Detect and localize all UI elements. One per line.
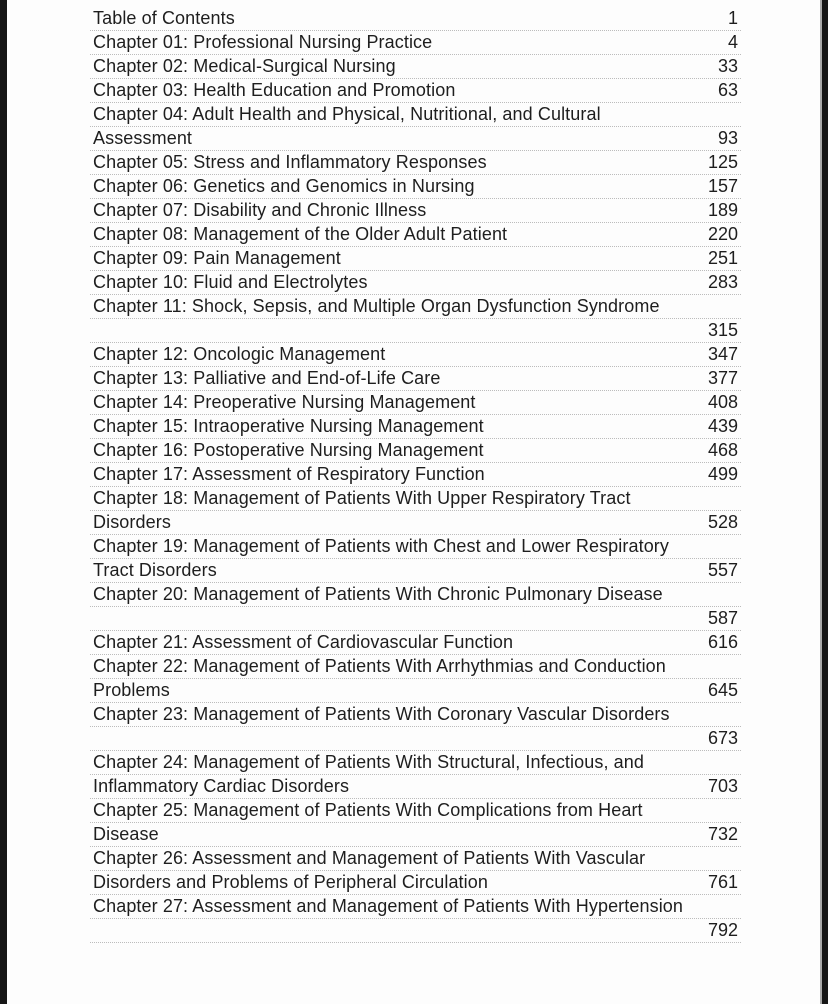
toc-entry-title: Disease (93, 824, 159, 844)
toc-entry-title: Tract Disorders (93, 560, 217, 580)
toc-line (90, 271, 741, 295)
toc-page-number: 189 (707, 200, 738, 220)
toc-page-number: 468 (707, 440, 738, 460)
toc-page-number: 732 (707, 824, 738, 844)
toc-entry (90, 199, 741, 223)
toc-line (90, 103, 741, 127)
toc-line (90, 847, 741, 871)
toc-entry-title: Chapter 16: Postoperative Nursing Management (93, 440, 484, 460)
toc-entry-title: Chapter 15: Intraoperative Nursing Management (93, 416, 484, 436)
toc-page-number: 703 (707, 776, 738, 796)
toc-entry (90, 367, 741, 391)
toc-entry (90, 751, 741, 799)
toc-entry-title: Chapter 03: Health Education and Promotion (93, 80, 456, 100)
toc-line (90, 871, 741, 895)
toc-line (90, 31, 741, 55)
toc-line (90, 175, 741, 199)
toc-entry (90, 895, 741, 943)
toc-entry-title: Chapter 11: Shock, Sepsis, and Multiple Organ Dysfunction Syndrome (93, 296, 660, 316)
toc-line (90, 247, 741, 271)
toc-line (90, 55, 741, 79)
toc-entry (90, 343, 741, 367)
toc-line (90, 463, 741, 487)
toc-line (90, 7, 741, 31)
toc-line (90, 583, 741, 607)
toc-page-number: 125 (707, 152, 738, 172)
toc-entry-title: Chapter 22: Management of Patients With Arrhythmias and Conduction (93, 656, 666, 676)
toc-entry (90, 415, 741, 439)
toc-entry-title: Chapter 08: Management of the Older Adult Patient (93, 224, 508, 244)
toc-page-number: 761 (707, 872, 738, 892)
toc-line (90, 127, 741, 151)
toc-entry (90, 295, 741, 343)
toc-line (90, 439, 741, 463)
toc-entry-title: Assessment (93, 128, 193, 148)
toc-line (90, 895, 741, 919)
toc-page-number: 616 (707, 632, 738, 652)
toc-line (90, 823, 741, 847)
toc-line (90, 655, 741, 679)
toc-line (90, 343, 741, 367)
toc-page-number: 63 (717, 80, 738, 100)
toc-line (90, 799, 741, 823)
table-of-contents (90, 7, 741, 943)
toc-page-number: 33 (717, 56, 738, 76)
toc-line (90, 391, 741, 415)
toc-line (90, 727, 741, 751)
toc-line (90, 535, 741, 559)
right-black-bar (822, 0, 828, 1004)
toc-entry (90, 583, 741, 631)
toc-page-number: 347 (707, 344, 738, 364)
toc-entry-title: Chapter 02: Medical-Surgical Nursing (93, 56, 396, 76)
toc-line (90, 679, 741, 703)
toc-line (90, 415, 741, 439)
toc-line (90, 223, 741, 247)
toc-page-number: 4 (727, 32, 738, 52)
toc-entry-title: Chapter 17: Assessment of Respiratory Function (93, 464, 485, 484)
toc-line (90, 319, 741, 343)
toc-page-number: 93 (717, 128, 738, 148)
toc-page-number: 645 (707, 680, 738, 700)
toc-page-number: 587 (707, 608, 738, 628)
toc-entry-title: Disorders and Problems of Peripheral Circulation (93, 872, 488, 892)
toc-line (90, 631, 741, 655)
toc-line (90, 79, 741, 103)
toc-entry (90, 247, 741, 271)
toc-entry-title: Problems (93, 680, 170, 700)
toc-entry-title: Chapter 13: Palliative and End-of-Life Care (93, 368, 441, 388)
toc-page-number: 792 (707, 920, 738, 940)
toc-page-number: 408 (707, 392, 738, 412)
toc-line (90, 487, 741, 511)
toc-entry (90, 487, 741, 535)
toc-page-number: 377 (707, 368, 738, 388)
toc-page-number: 1 (727, 8, 738, 28)
toc-entry (90, 439, 741, 463)
toc-line (90, 703, 741, 727)
toc-line (90, 751, 741, 775)
toc-line (90, 295, 741, 319)
toc-line (90, 199, 741, 223)
toc-entry-title: Chapter 27: Assessment and Management of Patients With Hypertension (93, 896, 684, 916)
toc-entry (90, 799, 741, 847)
toc-entry (90, 535, 741, 583)
toc-entry (90, 175, 741, 199)
toc-entry (90, 223, 741, 247)
toc-entry (90, 271, 741, 295)
toc-entry-title: Chapter 06: Genetics and Genomics in Nursing (93, 176, 475, 196)
toc-entry-title: Chapter 21: Assessment of Cardiovascular Function (93, 632, 514, 652)
toc-entry (90, 463, 741, 487)
toc-page-number: 439 (707, 416, 738, 436)
toc-entry-title: Table of Contents (93, 8, 235, 28)
toc-page-number: 315 (707, 320, 738, 340)
toc-entry-title: Chapter 10: Fluid and Electrolytes (93, 272, 368, 292)
toc-line (90, 511, 741, 535)
toc-page-number: 157 (707, 176, 738, 196)
toc-entry-title: Chapter 14: Preoperative Nursing Management (93, 392, 476, 412)
toc-entry-title: Chapter 18: Management of Patients With Upper Respiratory Tract (93, 488, 631, 508)
toc-entry-title: Chapter 20: Management of Patients With Chronic Pulmonary Disease (93, 584, 663, 604)
toc-entry-title: Chapter 07: Disability and Chronic Illness (93, 200, 427, 220)
toc-entry-title: Chapter 26: Assessment and Management of Patients With Vascular (93, 848, 646, 868)
toc-entry-title: Chapter 09: Pain Management (93, 248, 341, 268)
toc-page-number: 283 (707, 272, 738, 292)
toc-entry (90, 703, 741, 751)
toc-line (90, 919, 741, 943)
toc-entry-title: Chapter 25: Management of Patients With Complications from Heart (93, 800, 643, 820)
toc-entry-title: Disorders (93, 512, 171, 532)
toc-entry (90, 79, 741, 103)
toc-entry (90, 655, 741, 703)
toc-page-number: 557 (707, 560, 738, 580)
toc-page-number: 528 (707, 512, 738, 532)
toc-line (90, 607, 741, 631)
toc-page-number: 673 (707, 728, 738, 748)
toc-entry-title: Chapter 04: Adult Health and Physical, Nutritional, and Cultural (93, 104, 601, 124)
toc-entry (90, 7, 741, 31)
toc-entry-title: Inflammatory Cardiac Disorders (93, 776, 350, 796)
toc-line (90, 151, 741, 175)
toc-entry-title: Chapter 05: Stress and Inflammatory Responses (93, 152, 487, 172)
toc-line (90, 559, 741, 583)
toc-entry (90, 103, 741, 151)
toc-entry-title: Chapter 12: Oncologic Management (93, 344, 386, 364)
toc-page-number: 251 (707, 248, 738, 268)
toc-entry-title: Chapter 01: Professional Nursing Practice (93, 32, 433, 52)
toc-entry (90, 631, 741, 655)
toc-page-number: 220 (707, 224, 738, 244)
toc-entry (90, 55, 741, 79)
toc-entry (90, 847, 741, 895)
toc-entry (90, 151, 741, 175)
toc-entry-title: Chapter 23: Management of Patients With Coronary Vascular Disorders (93, 704, 670, 724)
toc-entry-title: Chapter 19: Management of Patients with Chest and Lower Respiratory (93, 536, 670, 556)
document-page (7, 0, 822, 1004)
toc-entry (90, 391, 741, 415)
toc-entry-title: Chapter 24: Management of Patients With Structural, Infectious, and (93, 752, 644, 772)
toc-page-number: 499 (707, 464, 738, 484)
toc-line (90, 367, 741, 391)
toc-entry (90, 31, 741, 55)
toc-line (90, 775, 741, 799)
